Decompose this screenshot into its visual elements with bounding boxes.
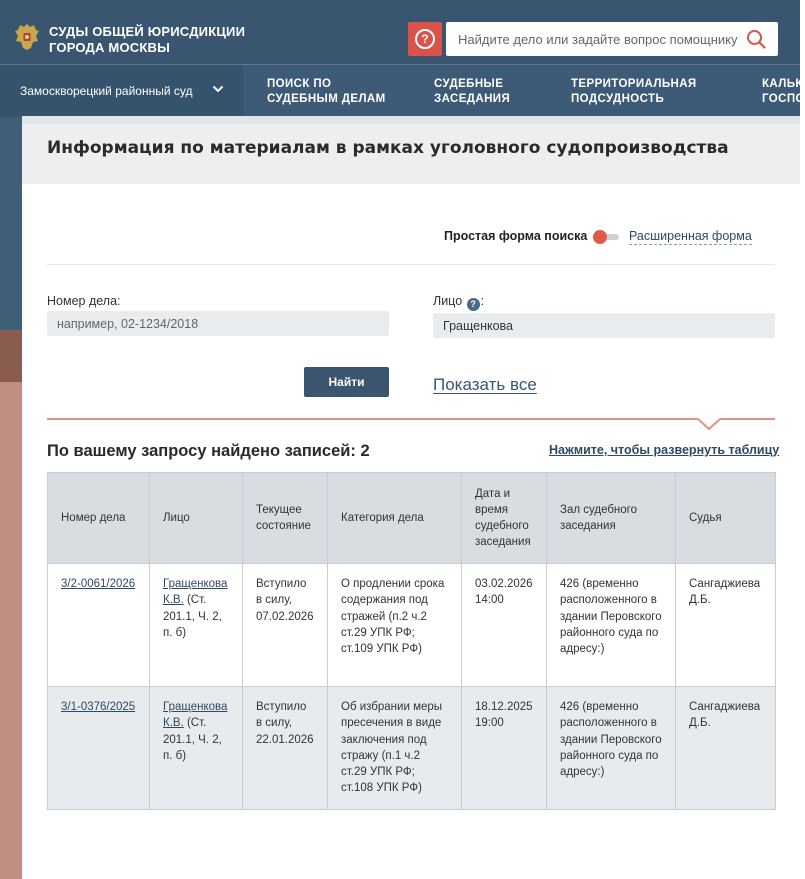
person-article: (Ст. 201.1, Ч. 2, п. б) xyxy=(163,717,222,762)
case-category: Об избрании меры пресечения в виде заключения под стражу (п.1 ч.2 ст.29 УПК РФ; ст.108 УПК РФ) xyxy=(328,687,462,810)
search-mode-toggle[interactable] xyxy=(593,230,619,244)
coat-of-arms-icon[interactable] xyxy=(14,22,40,52)
court-hall: 426 (временно расположенного в здании Перовского районного суда по адресу:) xyxy=(547,687,676,810)
column-header: Судья xyxy=(676,473,776,564)
column-header: Категория дела xyxy=(328,473,462,564)
divider xyxy=(47,264,775,265)
extended-form-link[interactable]: Расширенная форма xyxy=(629,229,752,243)
person-input[interactable] xyxy=(433,313,775,338)
results-count: По вашему запросу найдено записей: 2 xyxy=(47,442,370,460)
find-button[interactable]: Найти xyxy=(304,367,389,397)
brand-title[interactable]: СУДЫ ОБЩЕЙ ЮРИСДИКЦИИ ГОРОДА МОСКВЫ xyxy=(49,24,246,55)
session-time: 14:00 xyxy=(475,594,504,607)
column-header: Текущее состояние xyxy=(243,473,328,564)
table-header-row xyxy=(48,473,776,564)
judge: Сангаджиева Д.Б. xyxy=(676,564,776,687)
person-article: (Ст. 201.1, Ч. 2, п. б) xyxy=(163,594,222,639)
chevron-down-icon xyxy=(212,85,224,93)
column-header: Зал судебного заседания xyxy=(547,473,676,564)
nav-case-search[interactable]: ПОИСК ПО СУДЕБНЫМ ДЕЛАМ xyxy=(267,78,386,105)
column-header: Номер дела xyxy=(48,473,150,564)
search-mode-row xyxy=(22,229,800,249)
results-divider xyxy=(47,418,775,420)
question-icon: ? xyxy=(415,29,435,49)
page-title: Информация по материалам в рамках уголовного судопроизводства xyxy=(47,138,729,158)
expand-table-link[interactable]: Нажмите, чтобы развернуть таблицу xyxy=(549,443,780,457)
case-number-link[interactable]: 3/1-0376/2025 xyxy=(61,701,136,713)
column-header: Лицо xyxy=(150,473,243,564)
court-hall: 426 (временно расположенного в здании Перовского районного суда по адресу:) xyxy=(547,564,676,687)
session-date: 18.12.2025 xyxy=(475,701,533,713)
info-icon[interactable]: ? xyxy=(467,298,480,311)
site-header xyxy=(0,0,800,64)
nav-territorial-jurisdiction[interactable]: ТЕРРИТОРИАЛЬНАЯ ПОДСУДНОСТЬ xyxy=(571,78,697,105)
background-stripe xyxy=(0,0,22,879)
session-date: 03.02.2026 xyxy=(475,578,533,590)
judge: Сангаджиева Д.Б. xyxy=(676,687,776,810)
table-row xyxy=(48,687,776,810)
search-icon[interactable] xyxy=(746,29,766,49)
case-status: Вступило в силу, 07.02.2026 xyxy=(243,564,328,687)
court-selector-label: Замоскворецкий районный суд xyxy=(20,84,193,98)
session-time: 19:00 xyxy=(475,717,504,730)
nav-court-sessions[interactable]: СУДЕБНЫЕ ЗАСЕДАНИЯ xyxy=(434,78,511,105)
header-search xyxy=(446,22,778,56)
case-number-label: Номер дела: xyxy=(47,294,121,308)
search-input[interactable] xyxy=(458,22,738,56)
case-category: О продлении срока содержания под стражей (п.2 ч.2 ст.29 УПК РФ; ст.109 УПК РФ) xyxy=(328,564,462,687)
table-row xyxy=(48,564,776,687)
simple-form-label: Простая форма поиска xyxy=(444,229,588,243)
results-table xyxy=(47,472,775,810)
person-link[interactable]: Гращенкова К.В. xyxy=(163,701,228,730)
title-bar xyxy=(22,116,800,184)
court-selector[interactable] xyxy=(0,65,243,117)
person-label: Лицо ? : xyxy=(433,294,485,309)
case-number-link[interactable]: 3/2-0061/2026 xyxy=(61,578,136,590)
help-button[interactable] xyxy=(408,22,442,56)
chevron-down-icon xyxy=(698,418,720,430)
content-card xyxy=(22,116,800,879)
main-nav xyxy=(0,64,805,116)
case-status: Вступило в силу, 22.01.2026 xyxy=(243,687,328,810)
show-all-link[interactable]: Показать все xyxy=(433,375,537,394)
column-header: Дата и время судебного заседания xyxy=(462,473,547,564)
person-link[interactable]: Гращенкова К.В. xyxy=(163,578,228,607)
case-number-input[interactable] xyxy=(47,311,389,336)
nav-calculator[interactable]: КАЛЬК ГОСПО xyxy=(762,78,805,105)
